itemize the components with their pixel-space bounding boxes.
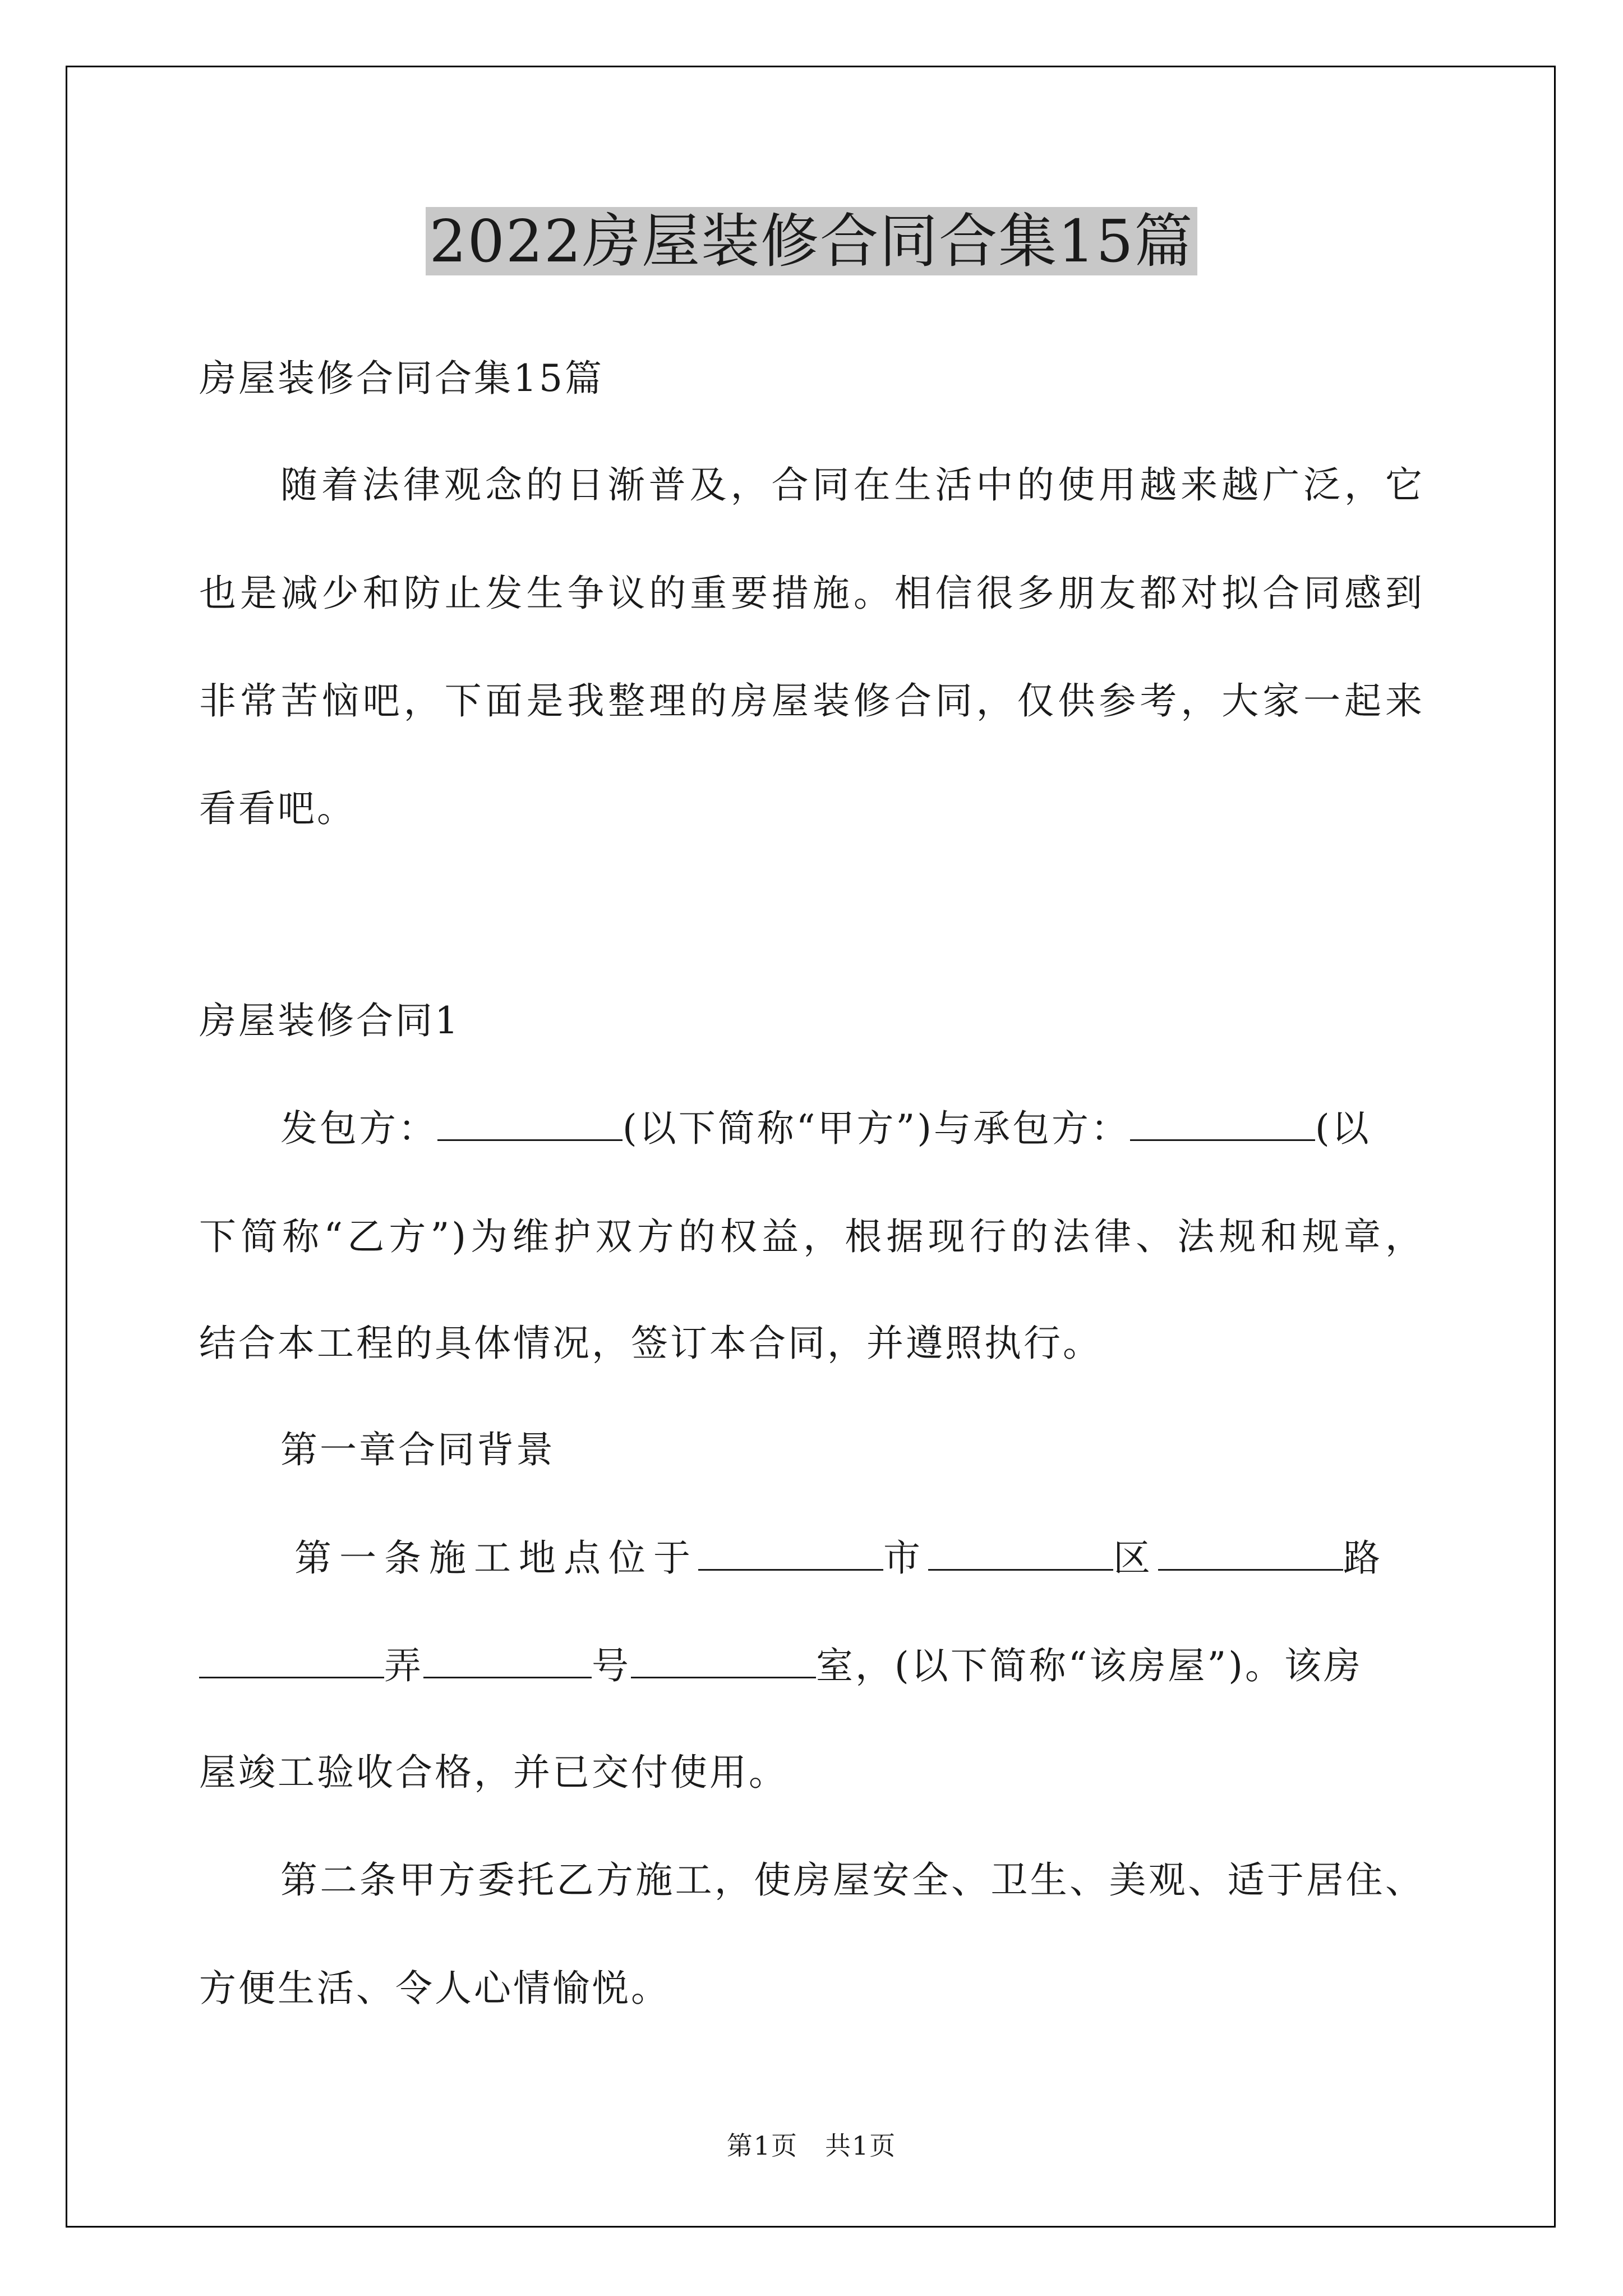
article2-line-1: 第二条甲方委托乙方施工，使房屋安全、卫生、美观、适于居住、	[280, 1858, 1424, 1902]
parties-tail: (以	[1315, 1107, 1371, 1150]
article1-line-1	[294, 1530, 1528, 1586]
room-blank	[631, 1643, 816, 1678]
intro-line-2: 也是减少和防止发生争议的重要措施。相信很多朋友都对拟合同感到	[199, 572, 1424, 615]
chapter-heading: 第一章合同背景	[280, 1428, 555, 1471]
employer-blank	[437, 1106, 623, 1141]
intro-line-1: 随着法律观念的日渐普及，合同在生活中的使用越来越广泛，它	[280, 463, 1424, 507]
intro-line-4: 看看吧。	[199, 787, 356, 830]
lane-blank	[199, 1643, 384, 1678]
article1-line-3: 屋竣工验收合格，并已交付使用。	[199, 1751, 788, 1794]
intro-line-3: 非常苦恼吧，下面是我整理的房屋装修合同，仅供参考，大家一起来	[199, 679, 1424, 723]
parties-line-3: 结合本工程的具体情况，签订本合同，并遵照执行。	[199, 1322, 1102, 1365]
employer-label: 发包方：	[280, 1107, 437, 1150]
parties-line-2: 下简称“乙方”)为维护双方的权益，根据现行的法律、法规和规章，	[199, 1215, 1424, 1258]
title-text: 2022房屋装修合同合集15篇	[426, 207, 1197, 275]
article1-line-2	[199, 1638, 1433, 1694]
road-blank	[1158, 1535, 1343, 1571]
road-label: 路	[1343, 1536, 1388, 1580]
number-blank	[423, 1643, 592, 1678]
district-label: 区	[1113, 1536, 1158, 1580]
lane-label: 弄	[384, 1644, 423, 1687]
contractor-blank	[1130, 1106, 1315, 1141]
location-label: 第一条施工地点位于	[294, 1536, 698, 1580]
article2-line-2: 方便生活、令人心情愉悦。	[199, 1967, 670, 2010]
city-blank	[698, 1535, 883, 1571]
room-label: 室，(以下简称“该房屋”)。该房	[816, 1644, 1363, 1687]
document-title	[0, 199, 1623, 283]
number-label: 号	[592, 1644, 631, 1687]
section-heading: 房屋装修合同1	[199, 999, 460, 1042]
parties-line-1	[280, 1101, 1514, 1157]
district-blank	[928, 1535, 1113, 1571]
city-label: 市	[883, 1536, 928, 1580]
page-footer: 第1页 共1页	[726, 2131, 897, 2161]
contractor-label: (以下简称“甲方”)与承包方：	[623, 1107, 1130, 1150]
subtitle: 房屋装修合同合集15篇	[199, 357, 604, 400]
